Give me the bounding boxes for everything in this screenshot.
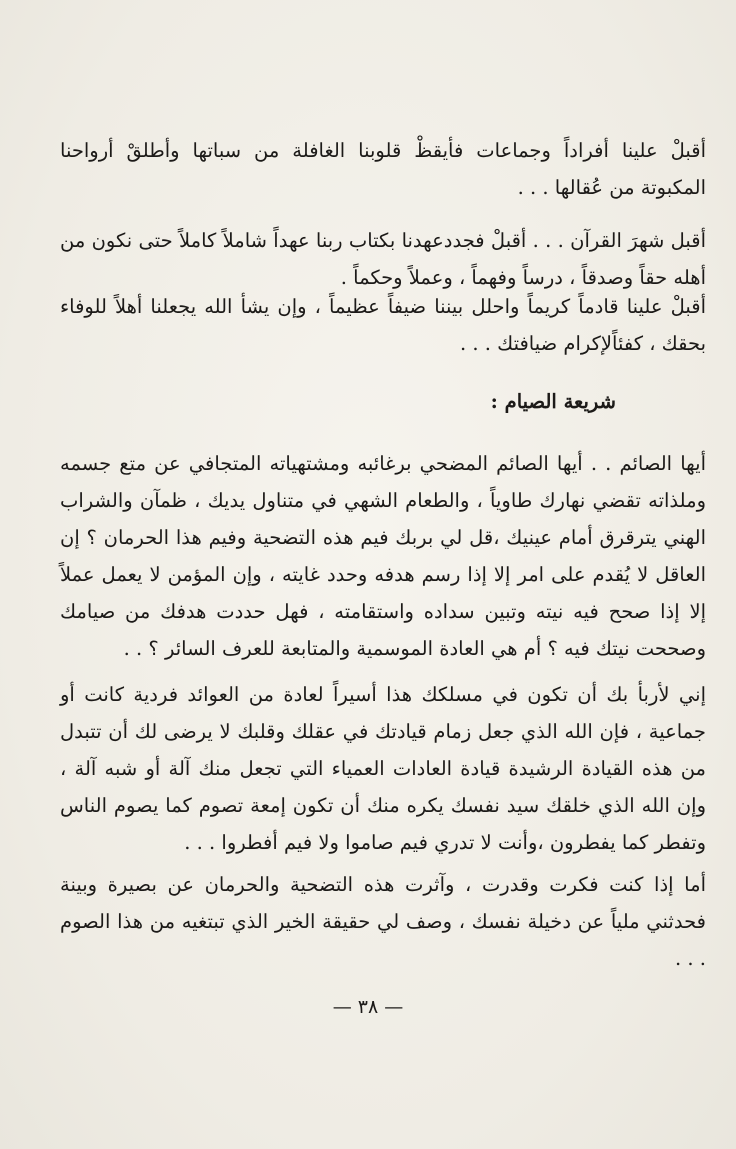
paragraph-2	[60, 222, 706, 296]
paragraph-text: إني لأربأ بك أن تكون في مسلكك هذا أسيراً لعادة من العوائد فردية كانت أو جماعية ، فإن الله الذي جعل زمام قيادتك في عقلك وقلبك لا يرضى لك أن تتبدل من هذه القيادة الرشيدة قيادة العادات العمياء التي تجعل منك آلة أو شبه آلة ، وإن الله الذي خلقك سيد نفسك يكره منك أن تكون إمعة تصوم كما يصوم الناس وتفطر كما يفطرون ،وأنت لا تدري فيم صاموا ولا فيم أفطروا . . .	[60, 683, 706, 854]
paragraph-3	[60, 288, 706, 362]
paragraph-4	[60, 445, 706, 667]
paragraph-text: أيها الصائم . . أيها الصائم المضحي برغائبه ومشتهياته المتجافي عن متع جسمه وملذاته تقضي نهارك طاوياً ، والطعام الشهي في متناول يديك ، ظمآن والشراب الهني يترقرق أمام عينيك ،قل لي بربك فيم هذه التضحية وفيم هذا الحرمان ؟ إن العاقل لا يُقدم على امر إلا إذا رسم هدفه وحدد غايته ، وإن المؤمن لا يعمل عملاً إلا إذا صحح فيه نيته وتبين سداده واستقامته ، فهل حددت هدفك من صيامك وصححت نيتك فيه ؟ أم هي العادة الموسمية والمتابعة للعرف السائر ؟ . .	[60, 452, 706, 660]
paragraph-text: أقبل شهرَ القرآن . . . أقبلْ فجددعهدنا بكتاب ربنا عهداً شاملاً كاملاً حتى نكون من أهله حقاً وصدقاً ، درساً وفهماً ، وعملاً وحكماً .	[60, 229, 706, 289]
section-heading: شريعة الصيام :	[490, 390, 616, 413]
paragraph-5	[60, 676, 706, 861]
page-number: — ٣٨ —	[332, 996, 404, 1018]
paragraph-6	[60, 866, 706, 977]
paragraph-text: أما إذا كنت فكرت وقدرت ، وآثرت هذه التضحية والحرمان عن بصيرة وبينة فحدثني ملياً عن دخيلة نفسك ، وصف لي حقيقة الخير الذي تبتغيه من هذا الصوم . . .	[60, 873, 706, 970]
paragraph-text: أقبلْ علينا قادماً كريماً واحلل بيننا ضيفاً عظيماً ، وإن يشأ الله يجعلنا أهلاً للوفاء بحقك ، كفئاًلإكرام ضيافتك . . .	[60, 295, 706, 355]
paragraph-1	[60, 132, 706, 206]
paragraph-text: أقبلْ علينا أفراداً وجماعات فأيقظْ قلوبنا الغافلة من سباتها وأطلقْ أرواحنا المكبوتة من عُقالها . . .	[60, 139, 706, 199]
